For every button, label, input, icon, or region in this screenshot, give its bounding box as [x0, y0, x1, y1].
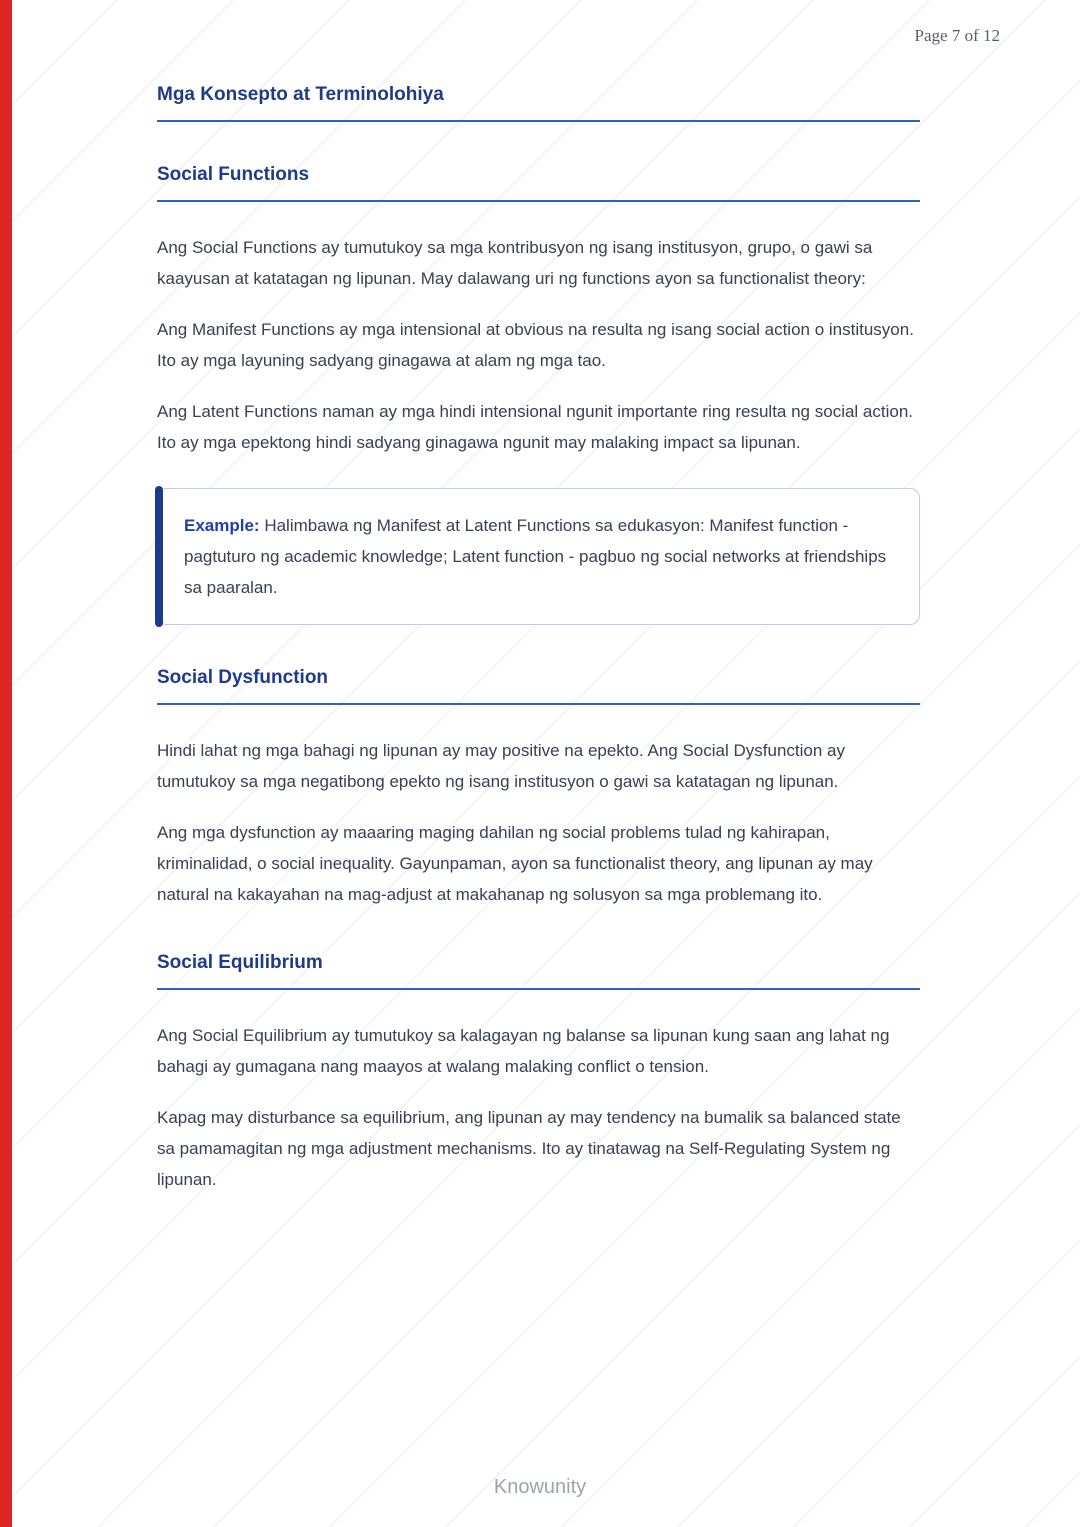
- example-accent-bar: [155, 486, 163, 627]
- paragraph: Ang Social Functions ay tumutukoy sa mga kontribusyon ng isang institusyon, grupo, o gawi sa kaayusan at katatagan ng lipunan. May dalawang uri ng functions ayon sa functionalist theory:: [157, 238, 873, 288]
- paragraph: Ang Manifest Functions ay mga intensional at obvious na resulta ng isang social action o institusyon. Ito ay mga layuning sadyang ginagawa at alam ng mga tao.: [157, 320, 914, 370]
- paragraph: Ang mga dysfunction ay maaaring maging dahilan ng social problems tulad ng kahirapan, kriminalidad, o social inequality. Gayunpaman, ayon sa functionalist theory, ang lipunan ay may natural na kakayahan na mag-adjust at makahanap ng solusyon sa mga problemang ito.: [157, 823, 873, 904]
- paragraph: Kapag may disturbance sa equilibrium, ang lipunan ay may tendency na bumalik sa balanced state sa pamamagitan ng mga adjustment mechanisms. Ito ay tinatawag na Self-Regulating System ng lipunan.: [157, 1108, 901, 1189]
- section-heading-social-equilibrium: Social Equilibrium: [157, 950, 920, 990]
- section-social-functions: [157, 162, 920, 625]
- example-text: [184, 510, 889, 603]
- footer-brand: Knowunity: [493, 1476, 587, 1498]
- paragraph: Hindi lahat ng mga bahagi ng lipunan ay may positive na epekto. Ang Social Dysfunction ay tumutukoy sa mga negatibong epekto ng isang institusyon o gawi sa katatagan ng lipunan.: [157, 741, 845, 791]
- section-social-equilibrium: [157, 950, 920, 1195]
- example-label: Example:: [184, 516, 260, 535]
- example-callout: [157, 488, 920, 625]
- example-body: Halimbawa ng Manifest at Latent Functions sa edukasyon: Manifest function - pagtuturo ng academic knowledge; Latent function - pagbuo ng social networks at friendships sa paaralan.: [184, 516, 887, 597]
- main-heading: Mga Konsepto at Terminolohiya: [157, 82, 920, 122]
- paragraph: Ang Social Equilibrium ay tumutukoy sa kalagayan ng balanse sa lipunan kung saan ang lahat ng bahagi ay gumagana nang maayos at walang malaking conflict o tension.: [157, 1026, 890, 1076]
- page-indicator: Page 7 of 12: [914, 26, 1000, 45]
- paragraph: Ang Latent Functions naman ay mga hindi intensional ngunit importante ring resulta ng social action. Ito ay mga epektong hindi sadyang ginagawa ngunit may malaking impact sa lipunan.: [157, 402, 914, 452]
- section-heading-social-dysfunction: Social Dysfunction: [157, 665, 920, 705]
- section-heading-social-functions: Social Functions: [157, 162, 920, 202]
- section-social-dysfunction: [157, 665, 920, 910]
